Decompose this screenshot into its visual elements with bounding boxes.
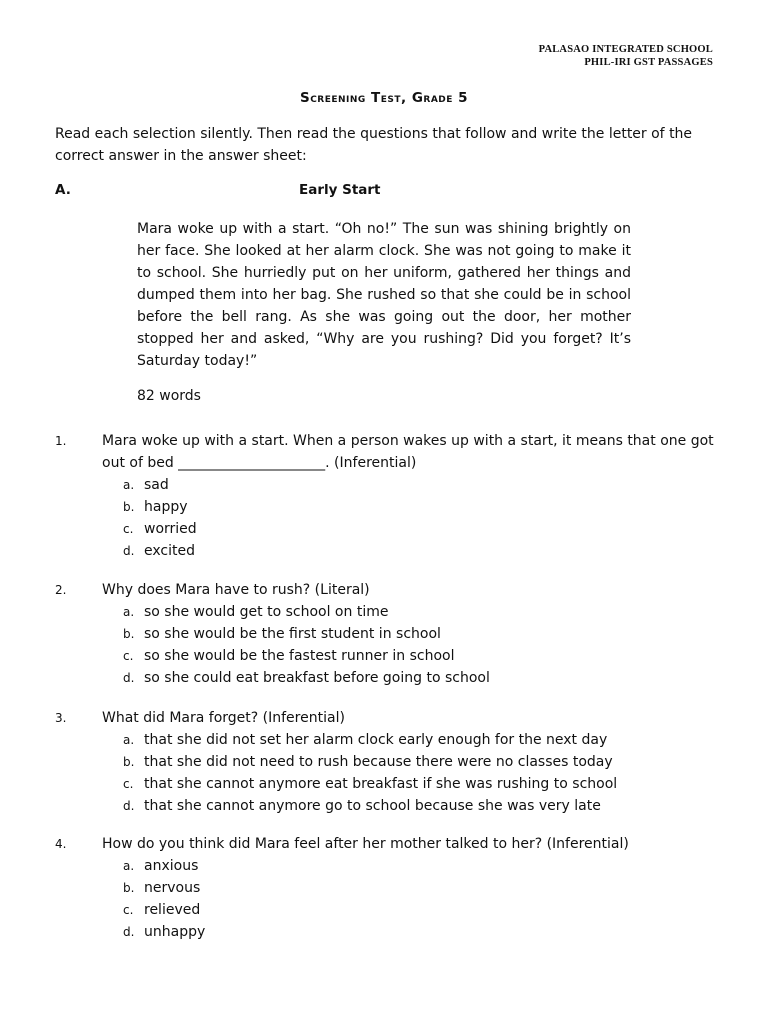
question-number: 1. bbox=[55, 434, 67, 448]
option-letter: c. bbox=[123, 777, 134, 791]
option-text: so she would be the fastest runner in school bbox=[144, 648, 455, 664]
option-item bbox=[123, 645, 715, 667]
option-item bbox=[123, 729, 715, 751]
option-text: that she cannot anymore eat breakfast if she was rushing to school bbox=[144, 776, 618, 792]
option-item bbox=[123, 773, 715, 795]
option-text: unhappy bbox=[144, 924, 206, 940]
option-letter: d. bbox=[123, 671, 135, 685]
option-letter: c. bbox=[123, 522, 134, 536]
school-name: PALASAO INTEGRATED SCHOOL bbox=[538, 44, 713, 55]
test-title: Screening Test, Grade 5 bbox=[299, 90, 469, 106]
option-item bbox=[123, 623, 715, 645]
word-count: 82 words bbox=[137, 388, 201, 404]
question-1 bbox=[55, 430, 715, 562]
question-text: Why does Mara have to rush? (Literal) bbox=[102, 582, 370, 598]
option-letter: d. bbox=[123, 544, 135, 558]
option-letter: b. bbox=[123, 500, 135, 514]
option-item bbox=[123, 540, 715, 562]
question-number: 2. bbox=[55, 583, 67, 597]
option-letter: b. bbox=[123, 627, 135, 641]
option-list bbox=[123, 855, 715, 943]
option-letter: a. bbox=[123, 605, 135, 619]
question-4 bbox=[55, 833, 715, 943]
option-item bbox=[123, 667, 715, 689]
option-text: excited bbox=[144, 543, 195, 559]
option-letter: b. bbox=[123, 755, 135, 769]
option-item bbox=[123, 899, 715, 921]
option-letter: d. bbox=[123, 799, 135, 813]
section-letter: A. bbox=[55, 182, 71, 198]
option-letter: c. bbox=[123, 649, 134, 663]
option-text: sad bbox=[144, 477, 169, 493]
option-text: that she did not need to rush because there were no classes today bbox=[144, 754, 613, 770]
program-name: PHIL-IRI GST PASSAGES bbox=[584, 57, 713, 68]
option-text: so she would be the first student in school bbox=[144, 626, 441, 642]
option-text: that she did not set her alarm clock early enough for the next day bbox=[144, 732, 608, 748]
question-text: What did Mara forget? (Inferential) bbox=[102, 710, 345, 726]
option-item bbox=[123, 474, 715, 496]
option-item bbox=[123, 877, 715, 899]
option-text: so she would get to school on time bbox=[144, 604, 389, 620]
option-item bbox=[123, 601, 715, 623]
option-list bbox=[123, 474, 715, 562]
option-item bbox=[123, 751, 715, 773]
option-item bbox=[123, 795, 715, 817]
option-item bbox=[123, 855, 715, 877]
question-number: 4. bbox=[55, 837, 67, 851]
option-text: that she cannot anymore go to school because she was very late bbox=[144, 798, 601, 814]
option-list bbox=[123, 729, 715, 817]
option-text: worried bbox=[144, 521, 197, 537]
option-text: relieved bbox=[144, 902, 201, 918]
option-list bbox=[123, 601, 715, 689]
option-text: nervous bbox=[144, 880, 201, 896]
school-header bbox=[539, 43, 713, 69]
instructions: Read each selection silently. Then read the questions that follow and write the letter of the correct answer in the answer sheet: bbox=[55, 126, 693, 164]
section-title: Early Start bbox=[299, 182, 381, 198]
option-text: anxious bbox=[144, 858, 199, 874]
option-letter: a. bbox=[123, 859, 135, 873]
option-item bbox=[123, 921, 715, 943]
option-letter: c. bbox=[123, 903, 134, 917]
option-letter: a. bbox=[123, 733, 135, 747]
reading-passage: Mara woke up with a start. “Oh no!” The sun was shining brightly on her face. She looked at her alarm clock. She was not going to make it to school. She hurriedly put on her uniform, gathered her things and dumped them into her bag. She rushed so that she could be in school before the bell rang. As she was going out the door, her mother stopped her and asked, “Why are you rushing? Did you forget? It’s Saturday today!” bbox=[137, 221, 631, 369]
option-item bbox=[123, 518, 715, 540]
question-text: How do you think did Mara feel after her mother talked to her? (Inferential) bbox=[102, 836, 629, 852]
option-item bbox=[123, 496, 715, 518]
option-letter: a. bbox=[123, 478, 135, 492]
option-text: so she could eat breakfast before going to school bbox=[144, 670, 490, 686]
option-letter: b. bbox=[123, 881, 135, 895]
question-3 bbox=[55, 707, 715, 817]
option-text: happy bbox=[144, 499, 188, 515]
question-text: Mara woke up with a start. When a person wakes up with a start, it means that one got out of bed _____________________. (Inferential) bbox=[102, 433, 714, 471]
question-number: 3. bbox=[55, 711, 67, 725]
question-2 bbox=[55, 579, 715, 689]
option-letter: d. bbox=[123, 925, 135, 939]
